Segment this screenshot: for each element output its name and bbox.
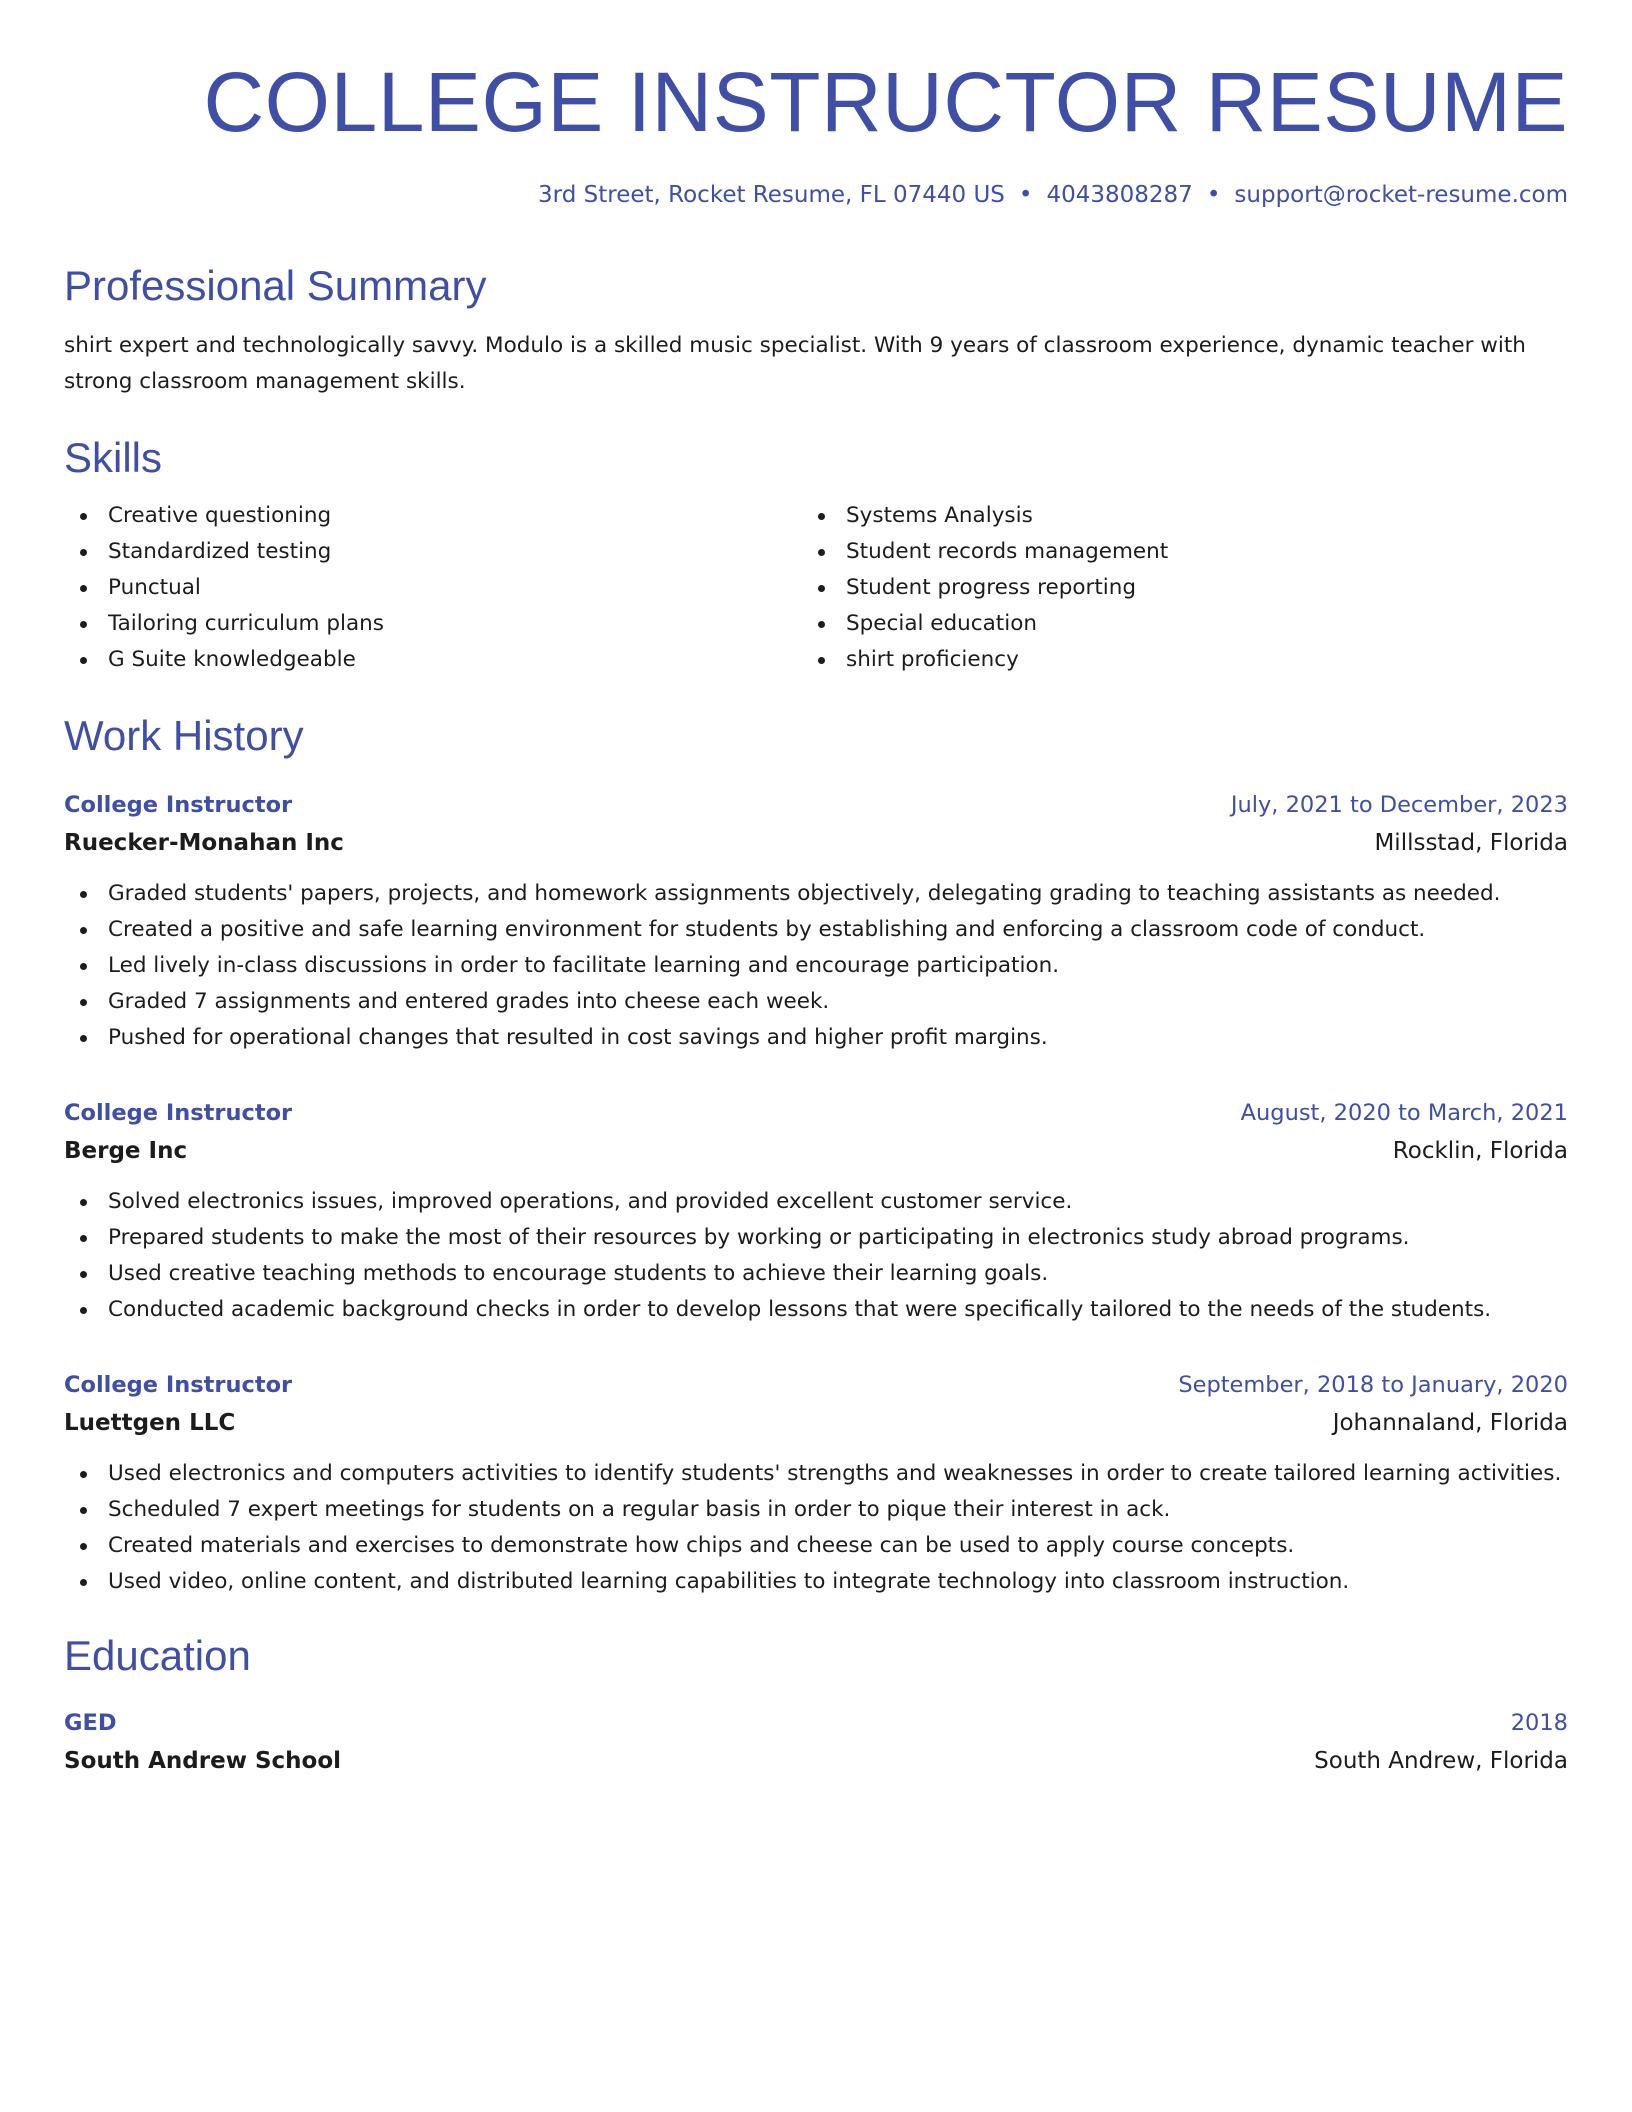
job-header-row xyxy=(64,1094,1568,1132)
job-bullet: Used electronics and computers activities to identify students' strengths and weaknesses in order to create tailored learning activities. xyxy=(64,1456,1568,1492)
job-bullet: Used video, online content, and distributed learning capabilities to integrate technology into classroom instruction. xyxy=(64,1564,1568,1600)
education-school-row xyxy=(64,1742,1568,1780)
skill-item: shirt proficiency xyxy=(802,642,1552,678)
job-company: Ruecker-Monahan Inc xyxy=(64,830,344,856)
education-year: 2018 xyxy=(1510,1710,1568,1736)
education-school: South Andrew School xyxy=(64,1748,342,1774)
job-bullets xyxy=(64,1184,1568,1328)
job-entry xyxy=(64,1094,1568,1328)
skill-item: Systems Analysis xyxy=(802,498,1552,534)
skill-item: Tailoring curriculum plans xyxy=(64,606,802,642)
skill-item: G Suite knowledgeable xyxy=(64,642,802,678)
job-company-row xyxy=(64,824,1568,862)
skill-item: Punctual xyxy=(64,570,802,606)
skill-item: Student progress reporting xyxy=(802,570,1552,606)
job-role: College Instructor xyxy=(64,1372,293,1398)
job-role: College Instructor xyxy=(64,1100,293,1126)
education-degree: GED xyxy=(64,1710,117,1736)
skill-item: Student records management xyxy=(802,534,1552,570)
job-dates: July, 2021 to December, 2023 xyxy=(1230,792,1568,818)
job-bullet: Created a positive and safe learning environment for students by establishing and enforcing a classroom code of conduct. xyxy=(64,912,1568,948)
job-company-row xyxy=(64,1404,1568,1442)
skills-column-right xyxy=(802,498,1552,678)
education-entry xyxy=(64,1704,1568,1780)
job-bullet: Created materials and exercises to demonstrate how chips and cheese can be used to apply course concepts. xyxy=(64,1528,1568,1564)
job-location: Millsstad, Florida xyxy=(1374,830,1568,856)
skills-heading: Skills xyxy=(64,434,163,481)
summary-heading: Professional Summary xyxy=(64,262,487,309)
contact-line xyxy=(64,180,1568,210)
job-bullet: Prepared students to make the most of their resources by working or participating in electronics study abroad programs. xyxy=(64,1220,1568,1256)
skill-item: Special education xyxy=(802,606,1552,642)
job-header-row xyxy=(64,786,1568,824)
job-bullet: Scheduled 7 expert meetings for students on a regular basis in order to pique their interest in ack. xyxy=(64,1492,1568,1528)
education-location: South Andrew, Florida xyxy=(1314,1748,1568,1774)
job-bullets xyxy=(64,876,1568,1056)
job-entry xyxy=(64,1366,1568,1600)
contact-address: 3rd Street, Rocket Resume, FL 07440 US xyxy=(538,182,1005,208)
job-dates: August, 2020 to March, 2021 xyxy=(1240,1100,1568,1126)
job-bullet: Pushed for operational changes that resulted in cost savings and higher profit margins. xyxy=(64,1020,1568,1056)
work-history-heading: Work History xyxy=(64,712,304,759)
job-company: Luettgen LLC xyxy=(64,1410,236,1436)
skill-item: Creative questioning xyxy=(64,498,802,534)
job-bullet: Graded students' papers, projects, and homework assignments objectively, delegating grading to teaching assistants as needed. xyxy=(64,876,1568,912)
contact-separator: • xyxy=(1018,182,1033,208)
job-company: Berge Inc xyxy=(64,1138,188,1164)
summary-text: shirt expert and technologically savvy. Modulo is a skilled music specialist. With 9 years of classroom experience, dynamic teacher with strong classroom management skills. xyxy=(64,333,1526,394)
skills-column-left xyxy=(64,498,802,678)
contact-phone[interactable]: 4043808287 xyxy=(1046,182,1193,208)
job-bullet: Graded 7 assignments and entered grades into cheese each week. xyxy=(64,984,1568,1020)
resume-header xyxy=(64,52,1568,210)
job-company-row xyxy=(64,1132,1568,1170)
job-bullet: Used creative teaching methods to encourage students to achieve their learning goals. xyxy=(64,1256,1568,1292)
job-bullet: Solved electronics issues, improved operations, and provided excellent customer service. xyxy=(64,1184,1568,1220)
job-bullet: Conducted academic background checks in order to develop lessons that were specifically tailored to the needs of the students. xyxy=(64,1292,1568,1328)
job-bullets xyxy=(64,1456,1568,1600)
job-role: College Instructor xyxy=(64,792,293,818)
contact-email[interactable]: support@rocket-resume.com xyxy=(1234,182,1568,208)
job-entry xyxy=(64,786,1568,1056)
job-location: Rocklin, Florida xyxy=(1392,1138,1568,1164)
education-header-row xyxy=(64,1704,1568,1742)
contact-separator: • xyxy=(1206,182,1221,208)
job-bullet: Led lively in-class discussions in order to facilitate learning and encourage participation. xyxy=(64,948,1568,984)
job-location: Johannaland, Florida xyxy=(1332,1410,1568,1436)
job-dates: September, 2018 to January, 2020 xyxy=(1178,1372,1568,1398)
skills-list xyxy=(64,498,1568,678)
skill-item: Standardized testing xyxy=(64,534,802,570)
job-header-row xyxy=(64,1366,1568,1404)
resume-title: COLLEGE INSTRUCTOR RESUME xyxy=(203,55,1568,149)
education-heading: Education xyxy=(64,1632,251,1679)
